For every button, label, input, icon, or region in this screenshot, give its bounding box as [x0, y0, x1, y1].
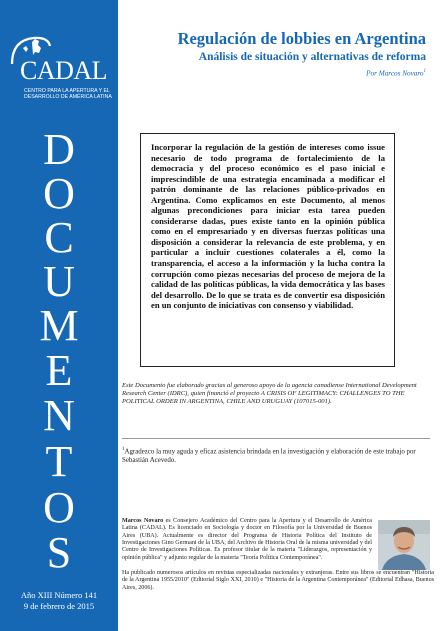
vertical-letter: M [39, 301, 79, 350]
logo-text: CADAL [20, 56, 108, 85]
bio-text: es Consejero Académico del Centro para la Apertura y el Desarrollo de América Latina (CADAL). Es licenciado en Sociología y doctor en Filosofía por la Universidad de Buenos Aires (UBA). Actualmente es director del Programa de Historia Política del Instituto de Investigaciones Gino Germani de la UBA, del Archivo de Historia Oral de la misma universidad y del Centro de Investigaciones Políticas. Es profesor titular de la materia "Liderazgos, representación y opinión pública" y adjunto regular de la materia "Teoría Política Contemporánea". [122, 518, 372, 561]
author-footnote-mark: 1 [423, 69, 426, 74]
footnote-text: Agradezco la muy aguda y eficaz asistencia brindada en la investigación y elaboración de este trabajo por Sebastián Acevedo. [122, 448, 416, 464]
issue-date: 9 de febrero de 2015 [23, 601, 95, 611]
vertical-letter: N [43, 391, 75, 440]
sidebar [0, 0, 118, 631]
vertical-letter: O [43, 169, 75, 218]
funding-note: Este Documento fue elaborado gracias al generoso apoyo de la agencia canadiense International Development Research Center (IDRC), quien financió el proyecto A CRISIS OF LEGITIMACY: CHALLENGES TO THE POLITICAL ORDER IN ARGENTINA, CHILE AND URUGUAY (107015-001). [122, 382, 417, 405]
author-portrait-icon [378, 520, 430, 570]
author-bio-continued: Ha publicado numerosos artículos en revistas especializadas nacionales y extranjeras. Entre sus libros se encuentran "Historia de la Argentina 1955/2010" (Editorial Siglo XXI, 2010) e "Historia de la Argentina Contemporánea" (Editorial Edhasa, Buenos Aires, 2006). [122, 570, 434, 591]
bio-author-name: Marcos Novaro [122, 518, 164, 524]
issue-number: Año XIII Número 141 [20, 590, 98, 600]
vertical-letter: E [45, 346, 73, 395]
vertical-letter: O [43, 483, 75, 532]
page-subtitle: Análisis de situación y alternativas de reforma [198, 51, 426, 63]
divider [122, 438, 430, 439]
author-name: Por Marcos Novaro [366, 69, 424, 78]
abstract-box: Incorporar la regulación de la gestión de intereses como issue necesario de todo programa de fortalecimiento de la democracia y del proceso económico es el paso inicial e imprescindible de una estrategia encaminada a modificar el patrón dominante de las relaciones público-privados en Argentina. Como explicamos en este Documento, al menos algunas precondiciones para iniciar esta tarea pueden considerarse dadas, pues existe tanto en la opinión pública como en el empresariado y en diversas fuerzas políticas una disposición a considerar la relevancia de este problema, y en particular a incluir cuestiones colaterales a él, como la transparencia, el acceso a la información y la lucha contra la corrupción como piezas necesarias del proceso de mejora de la calidad de las políticas públicas, la vida democrática y las bases del desarrollo. De lo que se trata es de convertir esa disposición en un conjunto de iniciativas con consenso y viabilidad. [140, 133, 395, 367]
vertical-letter: D [43, 125, 75, 174]
page-title: Regulación de lobbies en Argentina [177, 29, 426, 48]
author-line [118, 69, 426, 77]
logo-subtitle: CENTRO PARA LA APERTURA Y EL DESARROLLO DE AMÉRICA LATINA [24, 88, 112, 101]
footnote-mark: 1 [122, 447, 125, 452]
vertical-letter: C [44, 213, 74, 262]
vertical-letter: S [46, 528, 72, 577]
vertical-letter: T [45, 437, 73, 486]
author-bio [122, 518, 372, 562]
author-photo [378, 520, 430, 570]
vertical-letter: U [43, 257, 75, 306]
footnote [122, 446, 432, 465]
